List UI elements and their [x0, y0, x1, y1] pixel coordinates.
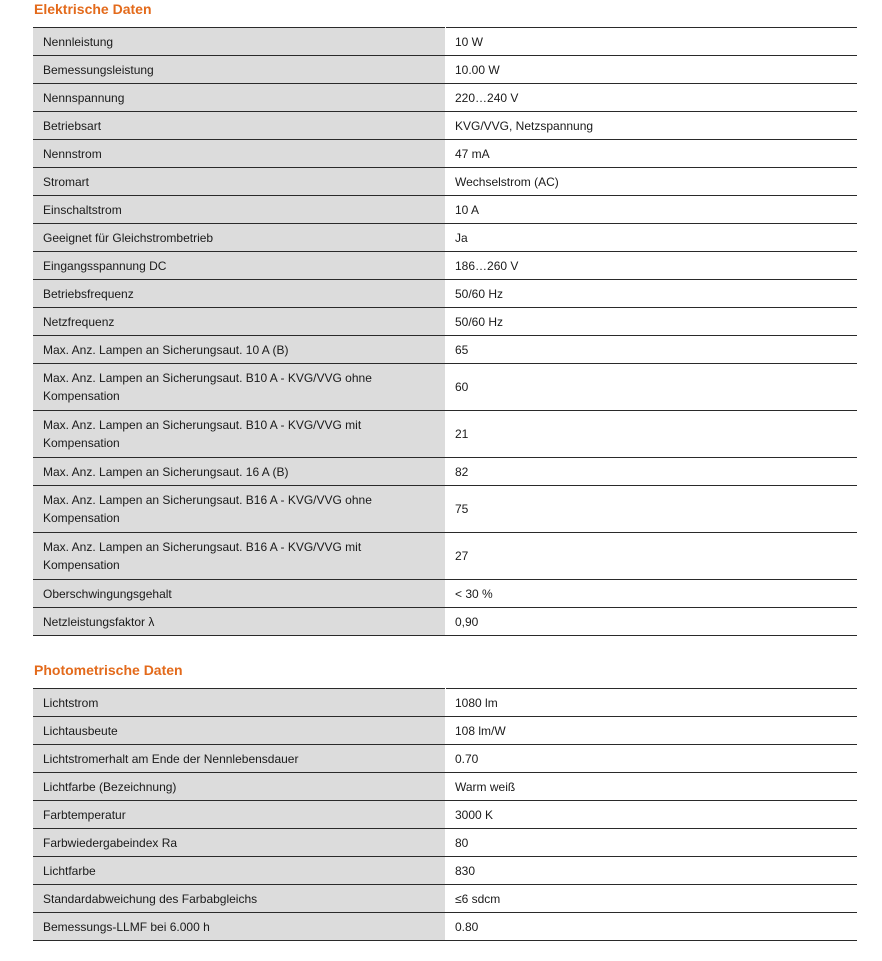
- spec-label: Eingangsspannung DC: [33, 252, 446, 280]
- table-row: [33, 745, 857, 773]
- spec-label: Lichtfarbe (Bezeichnung): [33, 773, 446, 801]
- table-row: [33, 336, 857, 364]
- spec-label: Standardabweichung des Farbabgleichs: [33, 885, 446, 913]
- table-row: [33, 829, 857, 857]
- table-row: [33, 112, 857, 140]
- table-row: [33, 533, 857, 580]
- table-row: [33, 486, 857, 533]
- spec-value: 47 mA: [446, 140, 858, 168]
- table-row: [33, 364, 857, 411]
- table-row: [33, 458, 857, 486]
- table-row: [33, 252, 857, 280]
- spec-label: Einschaltstrom: [33, 196, 446, 224]
- spec-value: KVG/VVG, Netzspannung: [446, 112, 858, 140]
- table-row: [33, 84, 857, 112]
- table-row: [33, 308, 857, 336]
- spec-value: 830: [446, 857, 858, 885]
- spec-label: Oberschwingungsgehalt: [33, 580, 446, 608]
- table-row: [33, 801, 857, 829]
- spec-value: 65: [446, 336, 858, 364]
- table-row: [33, 280, 857, 308]
- spec-label: Nennstrom: [33, 140, 446, 168]
- spec-value: 80: [446, 829, 858, 857]
- spec-value: < 30 %: [446, 580, 858, 608]
- electrical-spec-table: [33, 27, 857, 636]
- spec-value: 186…260 V: [446, 252, 858, 280]
- spec-label: Max. Anz. Lampen an Sicherungsaut. B10 A - KVG/VVG ohne Kompensation: [33, 364, 446, 411]
- spec-label: Max. Anz. Lampen an Sicherungsaut. 16 A (B): [33, 458, 446, 486]
- spec-value: 82: [446, 458, 858, 486]
- table-row: [33, 224, 857, 252]
- table-row: [33, 857, 857, 885]
- spec-value: 0.70: [446, 745, 858, 773]
- spec-value: 220…240 V: [446, 84, 858, 112]
- table-row: [33, 913, 857, 941]
- spec-label: Lichtfarbe: [33, 857, 446, 885]
- table-row: [33, 885, 857, 913]
- spec-value: 108 lm/W: [446, 717, 858, 745]
- spec-value: 50/60 Hz: [446, 308, 858, 336]
- spec-value: ≤6 sdcm: [446, 885, 858, 913]
- spec-value: 0.80: [446, 913, 858, 941]
- spec-value: Ja: [446, 224, 858, 252]
- spec-label: Lichtstromerhalt am Ende der Nennlebensdauer: [33, 745, 446, 773]
- spec-label: Lichtausbeute: [33, 717, 446, 745]
- spec-label: Farbtemperatur: [33, 801, 446, 829]
- spec-value: 27: [446, 533, 858, 580]
- spec-value: Wechselstrom (AC): [446, 168, 858, 196]
- spec-value: 10 A: [446, 196, 858, 224]
- table-row: [33, 689, 857, 717]
- table-row: [33, 196, 857, 224]
- spec-value: 60: [446, 364, 858, 411]
- table-row: [33, 56, 857, 84]
- spec-label: Geeignet für Gleichstrombetrieb: [33, 224, 446, 252]
- spec-label: Nennleistung: [33, 28, 446, 56]
- spec-value: 0,90: [446, 608, 858, 636]
- section-title-electrical: Elektrische Daten: [34, 1, 152, 17]
- spec-label: Max. Anz. Lampen an Sicherungsaut. 10 A (B): [33, 336, 446, 364]
- spec-label: Max. Anz. Lampen an Sicherungsaut. B16 A - KVG/VVG mit Kompensation: [33, 533, 446, 580]
- spec-value: 75: [446, 486, 858, 533]
- spec-label: Betriebsfrequenz: [33, 280, 446, 308]
- spec-value: Warm weiß: [446, 773, 858, 801]
- table-row: [33, 717, 857, 745]
- spec-label: Bemessungsleistung: [33, 56, 446, 84]
- table-row: [33, 140, 857, 168]
- table-row: [33, 168, 857, 196]
- section-title-photometric: Photometrische Daten: [34, 662, 183, 678]
- spec-label: Bemessungs-LLMF bei 6.000 h: [33, 913, 446, 941]
- table-row: [33, 28, 857, 56]
- spec-value: 10.00 W: [446, 56, 858, 84]
- spec-label: Betriebsart: [33, 112, 446, 140]
- spec-value: 50/60 Hz: [446, 280, 858, 308]
- spec-value: 3000 K: [446, 801, 858, 829]
- table-row: [33, 608, 857, 636]
- spec-label: Max. Anz. Lampen an Sicherungsaut. B10 A - KVG/VVG mit Kompensation: [33, 411, 446, 458]
- photometric-spec-table: [33, 688, 857, 941]
- spec-label: Nennspannung: [33, 84, 446, 112]
- spec-label: Max. Anz. Lampen an Sicherungsaut. B16 A - KVG/VVG ohne Kompensation: [33, 486, 446, 533]
- spec-label: Stromart: [33, 168, 446, 196]
- spec-value: 10 W: [446, 28, 858, 56]
- spec-value: 1080 lm: [446, 689, 858, 717]
- spec-label: Netzfrequenz: [33, 308, 446, 336]
- spec-value: 21: [446, 411, 858, 458]
- spec-label: Lichtstrom: [33, 689, 446, 717]
- spec-label: Netzleistungsfaktor λ: [33, 608, 446, 636]
- table-row: [33, 580, 857, 608]
- spec-label: Farbwiedergabeindex Ra: [33, 829, 446, 857]
- table-row: [33, 773, 857, 801]
- table-row: [33, 411, 857, 458]
